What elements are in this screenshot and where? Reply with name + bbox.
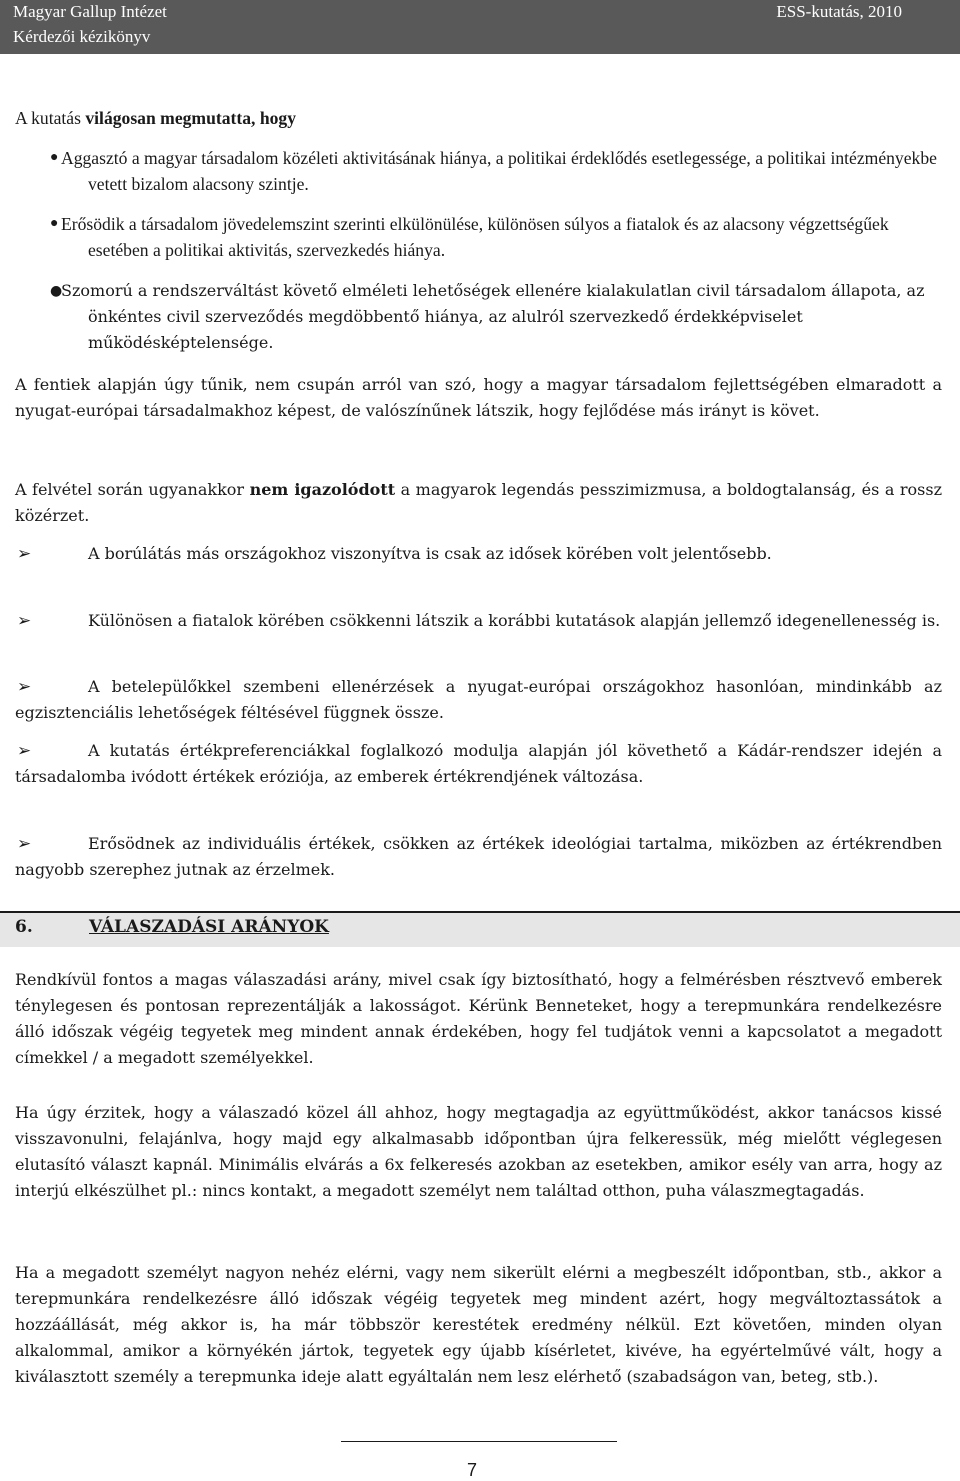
arrow-bullet-icon: ➢	[17, 544, 32, 564]
bullet-dot-icon: ●	[50, 216, 59, 231]
bullet-dot-icon: ●	[50, 283, 63, 299]
bullet-item	[50, 278, 942, 356]
bullet-item	[50, 145, 942, 197]
arrow-bullet-icon: ➢	[17, 741, 32, 761]
paragraph-nehez-elerni: Ha a megadott személyt nagyon nehéz elérni, vagy nem sikerült elérni a megbeszélt időpontban, stb., akkor a terepmunkára rendelkezésre álló időszak végéig tegyetek meg mindent azért, hogy megváltoztassátok a hozzáállását, még akkor is, ha már többször kerestétek eredmény nélkül. Ezt követően, minden olyan alkalommal, amikor a környékén jártok, tegyetek egy újabb kísérletet, kivéve, ha egyértelművé vált, hogy a kiválasztott személy a terepmunka ideje alatt egyáltalán nem lesz elérhető (szabadságon van, beteg, stb.).	[15, 1263, 942, 1386]
arrow-item	[15, 541, 942, 567]
paragraph-felvetel-emphasis: nem igazolódott	[249, 480, 396, 499]
arrow-text: A kutatás értékpreferenciákkal foglalkozó modulja alapján jól követhető a Kádár-rendszer idején a társadalomba ivódott értékek eróziója, az emberek értékrendjének változása.	[15, 741, 942, 786]
intro-prefix: A kutatás	[15, 108, 86, 128]
arrow-bullet-icon: ➢	[17, 677, 32, 697]
header-organization: Magyar Gallup Intézet	[13, 2, 167, 21]
section-heading	[0, 911, 960, 947]
header-study: ESS-kutatás, 2010	[776, 2, 902, 21]
paragraph-megtagadas: Ha úgy érzitek, hogy a válaszadó közel áll ahhoz, hogy megtagadja az együttműködést, akkor tanácsos kissé visszavonulni, felajánlva, hogy majd egy alkalmasabb időpontban újra felkeressük, még mielőtt véglegesen elutasító választ kapnál. Minimális elvárás a 6x felkeresés azokban az esetekben, amikor esély van arra, hogy az interjú elkészülhet pl.: nincs kontakt, a megadott személyt nem találtad otthon, puha válaszmegtagadás.	[15, 1103, 942, 1200]
bullet-text: Aggasztó a magyar társadalom közéleti aktivitásának hiánya, a politikai érdeklődés esetlegessége, a politikai intézményekbe vetett bizalom alacsony szintje.	[61, 148, 937, 194]
bullet-item	[50, 211, 942, 263]
arrow-item	[15, 831, 942, 883]
arrow-bullet-icon: ➢	[17, 834, 32, 854]
page-number: 7	[466, 1460, 477, 1480]
footer-divider	[341, 1441, 617, 1442]
page-header	[0, 0, 960, 54]
arrow-item	[15, 608, 942, 634]
header-document-title: Kérdezői kézikönyv	[13, 27, 151, 46]
paragraph-felvetel-suffix: a magyarok legendás pesszimizmusa, a boldogtalanság, és a rossz közérzet.	[15, 480, 943, 525]
section-number: 6.	[15, 917, 33, 937]
arrow-text: Erősödnek az individuális értékek, csökken az értékek ideológiai tartalma, miközben az értékrendben nagyobb szerephez jutnak az érzelmek.	[15, 834, 942, 879]
arrow-text: Különösen a fiatalok körében csökkenni látszik a korábbi kutatások alapján jellemző idegenellenesség is.	[88, 611, 941, 630]
bullet-dot-icon: ●	[50, 150, 59, 165]
arrow-bullet-icon: ➢	[17, 611, 32, 631]
arrow-text: A betelepülőkkel szembeni ellenérzések a nyugat-európai országokhoz hasonlóan, mindinkább az egzisztenciális lehetőségek féltésével függnek össze.	[15, 677, 942, 722]
bullet-text: Szomorú a rendszerváltást követő elméleti lehetőségek ellenére kialakulatlan civil társadalom állapota, az önkéntes civil szerveződés megdöbbentő hiánya, az alulról szervezkedő érdekképviselet működésképtelensége.	[61, 281, 925, 352]
paragraph-felvetel	[15, 477, 942, 529]
paragraph-valaszadas: Rendkívül fontos a magas válaszadási arány, mivel csak így biztosítható, hogy a felmérésben résztvevő emberek ténylegesen és pontosan reprezentálják a lakosságot. Kérünk Benneteket, hogy a terepmunkára rendelkezésre álló időszak végéig tegyetek meg mindent annak érdekében, hogy fel tudjátok venni a kapcsolatot a megadott címekkel / a megadott személyekkel.	[15, 970, 942, 1067]
section-title: VÁLASZADÁSI ARÁNYOK	[89, 917, 329, 937]
arrow-item	[15, 674, 942, 726]
intro-emphasis: világosan megmutatta, hogy	[85, 108, 297, 128]
paragraph-fentiek: A fentiek alapján úgy tűnik, nem csupán arról van szó, hogy a magyar társadalom fejlettségében elmaradott a nyugat-európai társadalmakhoz képest, de valószínűnek látszik, hogy fejlődése más irányt is követ.	[15, 375, 942, 420]
arrow-item	[15, 738, 942, 790]
arrow-text: A borúlátás más országokhoz viszonyítva is csak az idősek körében volt jelentősebb.	[88, 544, 772, 563]
bullet-text: Erősödik a társadalom jövedelemszint szerinti elkülönülése, különösen súlyos a fiatalok és az alacsony végzettségűek esetében a politikai aktivitás, szervezkedés hiánya.	[61, 214, 889, 260]
intro-line	[15, 105, 942, 131]
paragraph-felvetel-prefix: A felvétel során ugyanakkor	[15, 480, 250, 499]
